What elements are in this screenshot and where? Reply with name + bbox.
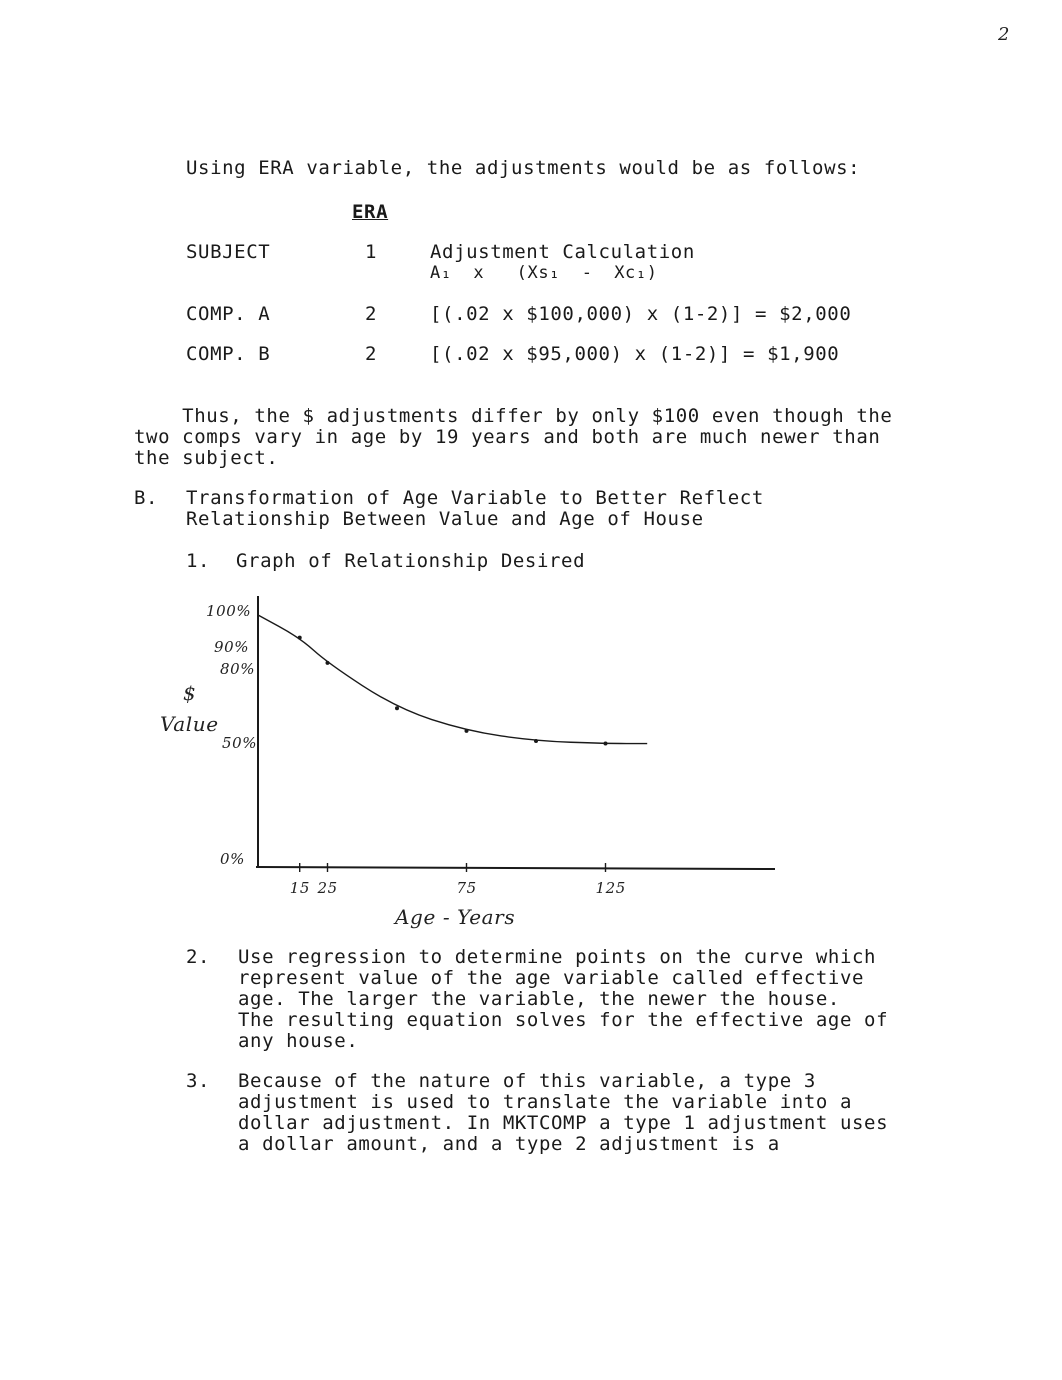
section-b-line-1: Transformation of Age Variable to Better Reflect — [186, 487, 764, 509]
y-axis-label-word: Value — [160, 712, 219, 736]
comp-a-calc: [(.02 x $100,000) x (1-2)] = $2,000 — [430, 303, 852, 325]
item-3-line-1: Because of the nature of this variable, a type 3 — [238, 1070, 816, 1092]
item-1-text: Graph of Relationship Desired — [236, 550, 586, 572]
chart-axes — [256, 596, 775, 869]
x-tick-label-125: 125 — [595, 879, 626, 897]
y-tick-label-90pct: 90% — [214, 638, 250, 656]
item-3-line-3: dollar adjustment. In MKTCOMP a type 1 adjustment uses — [238, 1112, 889, 1134]
subject-label: SUBJECT — [186, 241, 271, 263]
x-tick-label-15: 15 — [289, 879, 310, 897]
comp-a-label: COMP. A — [186, 303, 271, 325]
y-tick-label-0pct: 0% — [220, 850, 245, 868]
curve-point — [465, 729, 469, 733]
y-tick-label-80pct: 80% — [220, 660, 256, 678]
thus-line-1: Thus, the $ adjustments differ by only $100 even though the — [134, 405, 893, 427]
item-3-line-4: a dollar amount, and a type 2 adjustment is a — [238, 1133, 780, 1155]
curve-point — [534, 739, 538, 743]
thus-line-2: two comps vary in age by 19 years and both are much newer than — [134, 426, 881, 448]
x-axis — [256, 867, 775, 869]
value-curve — [258, 615, 647, 744]
era-column-header: ERA — [352, 201, 389, 223]
calc-header: Adjustment Calculation — [430, 241, 695, 263]
item-3-line-2: adjustment is used to translate the variable into a — [238, 1091, 852, 1113]
curve-point — [395, 706, 399, 710]
item-3-marker: 3. — [186, 1070, 211, 1092]
x-axis-label: Age - Years — [395, 905, 516, 929]
x-tick-label-75: 75 — [456, 879, 477, 897]
comp-b-label: COMP. B — [186, 343, 271, 365]
curve-point — [298, 636, 302, 640]
y-axis-label-symbol: $ — [183, 681, 197, 705]
item-2-line-2: represent value of the age variable called effective — [238, 967, 865, 989]
curve-point — [604, 742, 608, 746]
subject-era: 1 — [365, 241, 378, 263]
comp-a-era: 2 — [365, 303, 378, 325]
item-2-line-1: Use regression to determine points on the curve which — [238, 946, 877, 968]
item-2-marker: 2. — [186, 946, 211, 968]
item-1-marker: 1. — [186, 550, 211, 572]
thus-line-3: the subject. — [134, 447, 279, 469]
comp-b-era: 2 — [365, 343, 378, 365]
section-b-marker: B. — [134, 487, 159, 509]
curve-point — [326, 661, 330, 665]
comp-b-calc: [(.02 x $95,000) x (1-2)] = $1,900 — [430, 343, 840, 365]
item-2-line-4: The resulting equation solves for the effective age of — [238, 1009, 889, 1031]
calc-formula: A₁ x (Xs₁ - Xc₁) — [430, 263, 658, 283]
item-2-line-3: age. The larger the variable, the newer the house. — [238, 988, 840, 1010]
item-2-line-5: any house. — [238, 1030, 359, 1052]
page-number: 2 — [998, 24, 1011, 45]
intro-line: Using ERA variable, the adjustments would be as follows: — [186, 157, 861, 179]
section-b-line-2: Relationship Between Value and Age of House — [186, 508, 704, 530]
y-tick-label-100pct: 100% — [206, 602, 252, 620]
x-tick-label-25: 25 — [317, 879, 338, 897]
y-tick-label-50pct: 50% — [222, 734, 258, 752]
